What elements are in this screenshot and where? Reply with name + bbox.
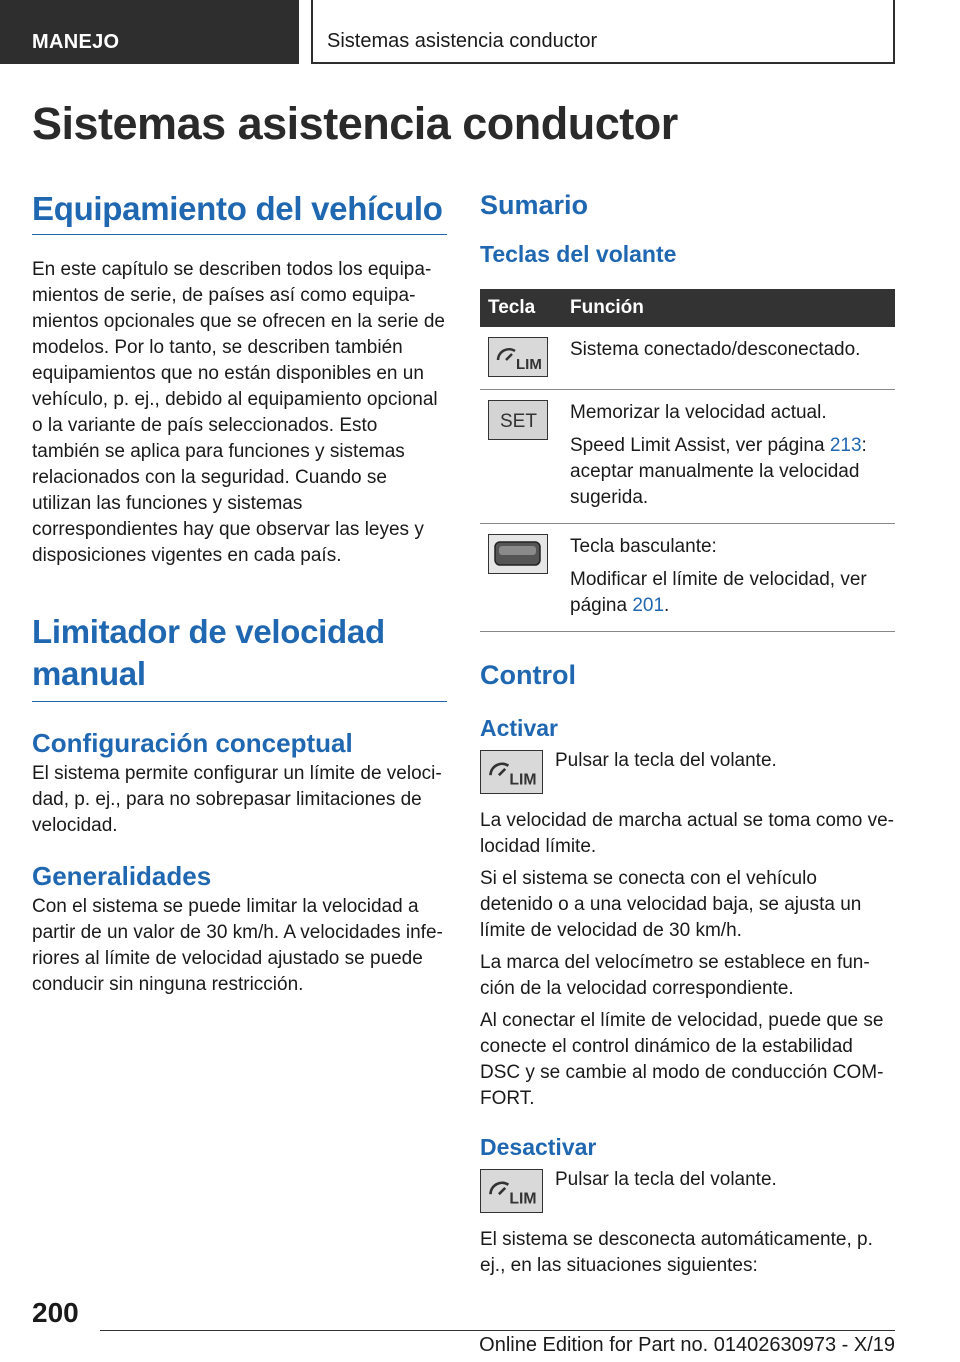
page-link-213[interactable]: 213 (829, 435, 862, 456)
general-heading: Generalidades (32, 861, 212, 891)
equipment-heading: Equipamiento del vehículo (32, 190, 443, 227)
table-row (480, 390, 895, 524)
row2-text2-post: : aceptar manualmente la velocidad sugerida. (570, 435, 867, 508)
row3-text2 (570, 567, 887, 619)
deactivate-text: Pulsar la tecla del volante. (555, 1169, 777, 1190)
lim-key-label: LIM (509, 771, 537, 789)
page-link-201[interactable]: 201 (632, 595, 665, 616)
activate-p2: Si el sistema se conecta con el vehículo detenido o a una velocidad baja, se ajusta un límite de velocidad de 30 km/h. (480, 868, 862, 941)
rocker-key-icon (488, 534, 548, 574)
activate-text: Pulsar la tecla del volante. (555, 750, 777, 771)
activate-p1: La velocidad de marcha actual se toma como velocidad límite. (480, 810, 894, 857)
activate-p3: La marca del velocímetro se establece en función de la velocidad correspondiente. (480, 952, 870, 999)
table-cell-key (480, 524, 562, 632)
table-cell-key (480, 327, 562, 390)
limiter-heading-block (32, 611, 447, 702)
general-text: Con el sistema se puede limitar la velocidad a partir de un valor de 30 km/h. A velocidades inferiores al límite de velocidad ajustado se puede conducir sin ninguna restricción. (32, 896, 443, 995)
lim-key-label: LIM (509, 1190, 537, 1208)
table-cell-function (562, 524, 895, 632)
concept-heading: Configuración conceptual (32, 728, 353, 758)
summary-heading: Sumario (480, 190, 589, 220)
row2-text2-pre: Speed Limit Assist, ver página (570, 435, 830, 456)
equipment-heading-block (32, 190, 447, 235)
deactivate-p1: El sistema se desconecta automáticamente, p. ej., en las situaciones siguientes: (480, 1229, 873, 1276)
limiter-heading: Limitador de velocidad manual (32, 613, 385, 692)
header-chapter: Sistemas asistencia conductor (311, 0, 895, 64)
control-heading: Control (480, 660, 576, 690)
row2-text2 (570, 433, 887, 511)
table-header-key: Tecla (480, 289, 562, 327)
lim-key-label: LIM (516, 356, 542, 373)
activate-heading: Activar (480, 715, 558, 741)
table-header-row (480, 289, 895, 327)
table-header-function: Función (562, 289, 895, 327)
deactivate-block (480, 1167, 895, 1219)
activate-p4: Al conectar el límite de velocidad, puede que se conecte el control dinámico de la estabilidad DSC y se cambie al modo de conducción COMFORT. (480, 1010, 884, 1109)
row3-text2-pre: Modificar el límite de velocidad, ver página (570, 569, 867, 616)
right-column (480, 190, 895, 1279)
deactivate-heading: Desactivar (480, 1134, 597, 1160)
activate-block (480, 748, 895, 800)
footer-edition: Online Edition for Part no. 01402630973 - X/19 (479, 1334, 895, 1356)
lim-key-icon (480, 750, 543, 794)
row3-text2-post: . (664, 595, 670, 616)
table-cell-function (562, 327, 895, 390)
set-key-icon (488, 400, 548, 440)
row1-text: Sistema conectado/desconectado. (570, 339, 861, 360)
table-cell-key (480, 390, 562, 524)
lim-key-icon (480, 1169, 543, 1213)
lim-key-icon (488, 337, 548, 377)
footer-divider (100, 1330, 895, 1331)
row3-text1: Tecla basculante: (570, 536, 717, 557)
header-section: MANEJO (0, 0, 299, 64)
left-column (32, 190, 447, 998)
page-number: 200 (32, 1297, 79, 1328)
equipment-text: En este capítulo se describen todos los equipamientos de serie, de países así como equipamientos opcionales que se ofrecen en la serie de modelos. Por lo tanto, se describen también equipamientos que no están disponibles en un vehículo, p. ej., debido al equipamiento opcional o la variante de país seleccionados. Esto también se aplica para funciones y sistemas relacionados con la seguridad. Cuando se utilizan las funciones y sistemas correspondientes hay que observar las leyes y disposiciones vigentes en cada país. (32, 259, 445, 566)
table-row (480, 327, 895, 390)
set-key-label: SET (500, 411, 537, 432)
concept-text: El sistema permite configurar un límite de velocidad, p. ej., para no sobrepasar limitaciones de velocidad. (32, 763, 442, 836)
page-title: Sistemas asistencia conductor (32, 98, 678, 149)
row2-text1: Memorizar la velocidad actual. (570, 402, 827, 423)
table-row (480, 524, 895, 632)
keys-table (480, 289, 895, 632)
keys-heading: Teclas del volante (480, 241, 677, 267)
table-cell-function (562, 390, 895, 524)
